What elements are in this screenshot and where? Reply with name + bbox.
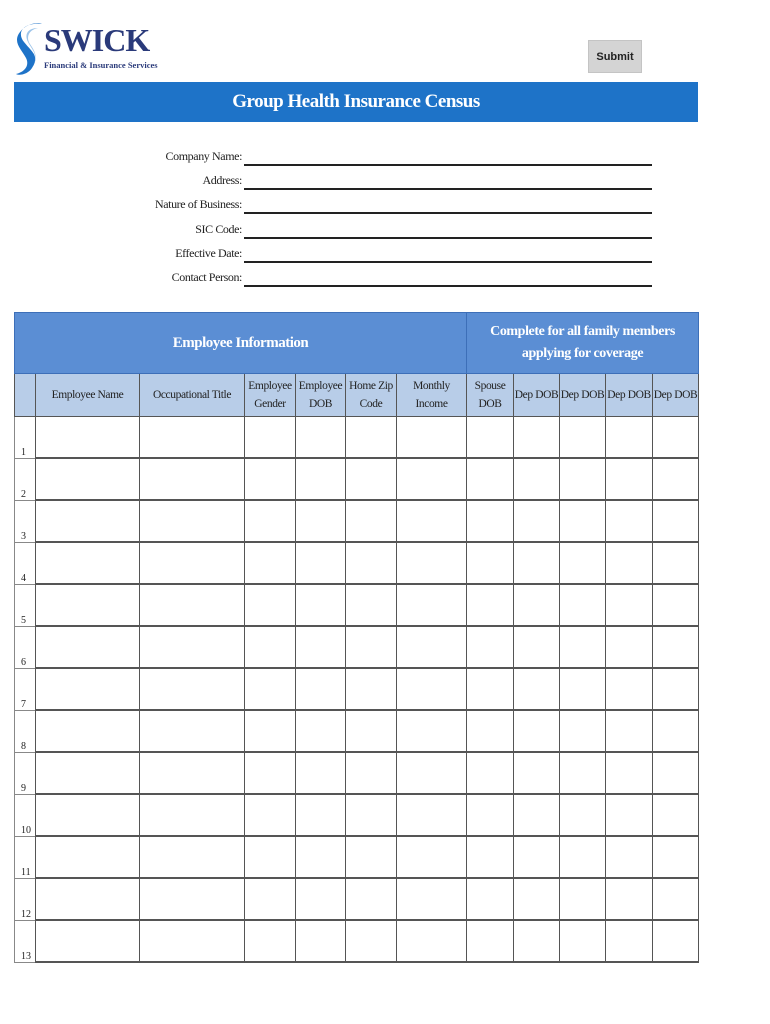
contact-person-field[interactable] — [244, 285, 652, 287]
table-cell[interactable] — [514, 584, 560, 626]
column-header-spouse-dob: Spouse DOB — [467, 374, 514, 417]
row-number: 7 — [15, 668, 36, 710]
table-cell[interactable] — [346, 794, 397, 836]
company-name-row — [100, 146, 652, 166]
table-cell[interactable] — [296, 668, 346, 710]
table-cell[interactable] — [245, 920, 296, 962]
table-cell[interactable] — [467, 794, 514, 836]
row-number: 13 — [15, 920, 36, 962]
table-cell[interactable] — [346, 626, 397, 668]
column-header-monthly-income: Monthly Income — [397, 374, 467, 417]
sic-code-row — [100, 219, 652, 239]
table-cell[interactable] — [514, 836, 560, 878]
table-cell[interactable] — [467, 836, 514, 878]
effective-date-field[interactable] — [244, 261, 652, 263]
table-cell[interactable] — [514, 542, 560, 584]
table-cell[interactable] — [397, 458, 467, 500]
effective-date-row — [100, 243, 652, 263]
table-row — [15, 542, 699, 584]
row-number: 2 — [15, 458, 36, 500]
row-number: 4 — [15, 542, 36, 584]
table-cell[interactable] — [296, 542, 346, 584]
table-cell[interactable] — [36, 417, 140, 459]
column-header-dep-dob-3: Dep DOB — [606, 374, 653, 417]
column-header-employee-gender: Employee Gender — [245, 374, 296, 417]
table-cell[interactable] — [140, 794, 245, 836]
table-cell[interactable] — [296, 417, 346, 459]
table-cell[interactable] — [606, 668, 653, 710]
table-row — [15, 626, 699, 668]
table-row — [15, 584, 699, 626]
table-row — [15, 794, 699, 836]
table-cell[interactable] — [467, 626, 514, 668]
table-cell[interactable] — [346, 752, 397, 794]
table-cell[interactable] — [140, 878, 245, 920]
table-cell[interactable] — [245, 458, 296, 500]
table-cell[interactable] — [653, 584, 699, 626]
table-cell[interactable] — [245, 710, 296, 752]
row-number: 6 — [15, 626, 36, 668]
contact-person-label: Contact Person: — [171, 270, 242, 284]
nature-of-business-field[interactable] — [244, 212, 652, 214]
table-cell[interactable] — [296, 458, 346, 500]
table-cell[interactable] — [653, 794, 699, 836]
table-cell[interactable] — [397, 920, 467, 962]
table-cell[interactable] — [346, 668, 397, 710]
table-cell[interactable] — [467, 500, 514, 542]
table-cell[interactable] — [346, 500, 397, 542]
table-cell[interactable] — [296, 626, 346, 668]
table-cell[interactable] — [606, 542, 653, 584]
table-cell[interactable] — [140, 417, 245, 459]
table-cell[interactable] — [36, 668, 140, 710]
table-cell[interactable] — [653, 626, 699, 668]
nature-of-business-row — [100, 194, 652, 214]
row-number: 3 — [15, 500, 36, 542]
table-cell[interactable] — [346, 458, 397, 500]
company-name-field[interactable] — [244, 164, 652, 166]
table-cell[interactable] — [606, 626, 653, 668]
table-cell[interactable] — [36, 584, 140, 626]
table-row — [15, 836, 699, 878]
table-cell[interactable] — [296, 500, 346, 542]
table-cell[interactable] — [245, 794, 296, 836]
table-cell[interactable] — [140, 584, 245, 626]
table-cell[interactable] — [397, 542, 467, 584]
row-number: 9 — [15, 752, 36, 794]
table-cell[interactable] — [514, 417, 560, 459]
title-bar — [14, 82, 698, 122]
table-row — [15, 710, 699, 752]
row-number: 11 — [15, 836, 36, 878]
table-cell[interactable] — [606, 920, 653, 962]
census-rows — [15, 417, 699, 963]
table-cell[interactable] — [36, 878, 140, 920]
table-cell[interactable] — [245, 417, 296, 459]
table-cell[interactable] — [140, 668, 245, 710]
table-cell[interactable] — [140, 836, 245, 878]
column-header-occupational-title: Occupational Title — [140, 374, 245, 417]
table-cell[interactable] — [245, 542, 296, 584]
column-header-dep-dob-1: Dep DOB — [514, 374, 560, 417]
table-cell[interactable] — [245, 668, 296, 710]
table-cell[interactable] — [140, 920, 245, 962]
table-cell[interactable] — [346, 584, 397, 626]
table-cell[interactable] — [397, 668, 467, 710]
table-cell[interactable] — [397, 794, 467, 836]
table-cell[interactable] — [346, 710, 397, 752]
table-cell[interactable] — [560, 836, 606, 878]
submit-button[interactable]: Submit — [588, 40, 642, 73]
row-number: 10 — [15, 794, 36, 836]
table-cell[interactable] — [514, 626, 560, 668]
table-cell[interactable] — [36, 542, 140, 584]
table-cell[interactable] — [346, 920, 397, 962]
employee-information-header: Employee Information — [15, 313, 467, 374]
address-field[interactable] — [244, 188, 652, 190]
census-table — [14, 312, 698, 963]
table-cell[interactable] — [653, 836, 699, 878]
table-cell[interactable] — [606, 878, 653, 920]
table-row — [15, 500, 699, 542]
sic-code-field[interactable] — [244, 237, 652, 239]
table-cell[interactable] — [560, 668, 606, 710]
table-cell[interactable] — [467, 920, 514, 962]
table-cell[interactable] — [467, 752, 514, 794]
column-header-dep-dob-4: Dep DOB — [653, 374, 699, 417]
table-cell[interactable] — [346, 542, 397, 584]
table-row — [15, 458, 699, 500]
table-cell[interactable] — [653, 500, 699, 542]
logo-wordmark: SWICK — [44, 22, 150, 58]
table-cell[interactable] — [346, 417, 397, 459]
table-cell[interactable] — [560, 794, 606, 836]
table-cell[interactable] — [514, 668, 560, 710]
table-cell[interactable] — [36, 458, 140, 500]
row-number: 5 — [15, 584, 36, 626]
table-row — [15, 878, 699, 920]
table-cell[interactable] — [467, 542, 514, 584]
column-header-home-zip-code: Home Zip Code — [346, 374, 397, 417]
table-cell[interactable] — [296, 794, 346, 836]
table-cell[interactable] — [140, 542, 245, 584]
table-cell[interactable] — [397, 878, 467, 920]
table-cell[interactable] — [36, 794, 140, 836]
table-cell[interactable] — [296, 752, 346, 794]
table-row — [15, 668, 699, 710]
table-cell[interactable] — [245, 836, 296, 878]
table-cell[interactable] — [296, 920, 346, 962]
table-cell[interactable] — [560, 584, 606, 626]
table-cell[interactable] — [36, 710, 140, 752]
table-cell[interactable] — [514, 500, 560, 542]
nature-of-business-label: Nature of Business: — [154, 197, 242, 211]
column-header-employee-dob: Employee DOB — [296, 374, 346, 417]
table-cell[interactable] — [653, 878, 699, 920]
table-cell[interactable] — [245, 500, 296, 542]
effective-date-label: Effective Date: — [175, 246, 242, 260]
table-cell[interactable] — [514, 920, 560, 962]
table-cell[interactable] — [560, 752, 606, 794]
column-header-dep-dob-2: Dep DOB — [560, 374, 606, 417]
table-cell[interactable] — [140, 458, 245, 500]
table-cell[interactable] — [514, 794, 560, 836]
table-cell[interactable] — [245, 878, 296, 920]
row-number-header — [15, 374, 36, 417]
table-cell[interactable] — [245, 752, 296, 794]
table-cell[interactable] — [560, 500, 606, 542]
table-cell[interactable] — [606, 710, 653, 752]
table-cell[interactable] — [653, 710, 699, 752]
table-row — [15, 920, 699, 962]
table-cell[interactable] — [397, 584, 467, 626]
table-cell[interactable] — [467, 458, 514, 500]
table-cell[interactable] — [653, 542, 699, 584]
table-cell[interactable] — [467, 584, 514, 626]
table-cell[interactable] — [36, 752, 140, 794]
table-cell[interactable] — [467, 710, 514, 752]
table-cell[interactable] — [653, 752, 699, 794]
table-cell[interactable] — [140, 710, 245, 752]
table-cell[interactable] — [606, 500, 653, 542]
sic-code-label: SIC Code: — [195, 222, 242, 236]
table-cell[interactable] — [296, 584, 346, 626]
table-cell[interactable] — [514, 752, 560, 794]
table-cell[interactable] — [514, 710, 560, 752]
row-number: 1 — [15, 417, 36, 459]
table-cell[interactable] — [346, 878, 397, 920]
table-cell[interactable] — [467, 878, 514, 920]
table-cell[interactable] — [245, 626, 296, 668]
table-cell[interactable] — [606, 458, 653, 500]
table-cell[interactable] — [140, 500, 245, 542]
table-cell[interactable] — [36, 626, 140, 668]
table-cell[interactable] — [606, 584, 653, 626]
table-cell[interactable] — [397, 626, 467, 668]
table-cell[interactable] — [36, 920, 140, 962]
table-cell[interactable] — [560, 626, 606, 668]
family-coverage-header: Complete for all family members applying for coverage — [467, 313, 699, 374]
table-cell[interactable] — [606, 752, 653, 794]
table-cell[interactable] — [653, 920, 699, 962]
table-cell[interactable] — [346, 836, 397, 878]
table-cell[interactable] — [560, 458, 606, 500]
contact-person-row — [100, 267, 652, 287]
column-header-employee-name: Employee Name — [36, 374, 140, 417]
table-cell[interactable] — [560, 710, 606, 752]
table-cell[interactable] — [467, 668, 514, 710]
logo-subtitle: Financial & Insurance Services — [44, 60, 158, 70]
table-cell[interactable] — [653, 458, 699, 500]
page-title: Group Health Insurance Census — [232, 91, 480, 112]
table-cell[interactable] — [606, 836, 653, 878]
table-cell[interactable] — [397, 710, 467, 752]
table-cell[interactable] — [140, 752, 245, 794]
table-cell[interactable] — [514, 878, 560, 920]
table-cell[interactable] — [560, 417, 606, 459]
table-cell[interactable] — [245, 584, 296, 626]
table-cell[interactable] — [397, 417, 467, 459]
row-number: 8 — [15, 710, 36, 752]
table-cell[interactable] — [606, 417, 653, 459]
table-cell[interactable] — [36, 836, 140, 878]
table-cell[interactable] — [36, 500, 140, 542]
company-name-label: Company Name: — [165, 149, 242, 163]
company-logo — [14, 20, 158, 78]
row-number: 12 — [15, 878, 36, 920]
table-row — [15, 417, 699, 459]
table-cell[interactable] — [397, 752, 467, 794]
table-cell[interactable] — [397, 500, 467, 542]
table-cell[interactable] — [467, 417, 514, 459]
table-cell[interactable] — [296, 878, 346, 920]
table-cell[interactable] — [653, 668, 699, 710]
table-cell[interactable] — [560, 878, 606, 920]
table-cell[interactable] — [560, 542, 606, 584]
table-cell[interactable] — [606, 794, 653, 836]
table-cell[interactable] — [140, 626, 245, 668]
table-row — [15, 752, 699, 794]
table-cell[interactable] — [560, 920, 606, 962]
logo-swoosh-icon — [14, 20, 46, 78]
table-cell[interactable] — [296, 710, 346, 752]
table-cell[interactable] — [296, 836, 346, 878]
address-label: Address: — [202, 173, 242, 187]
table-cell[interactable] — [397, 836, 467, 878]
table-cell[interactable] — [653, 417, 699, 459]
address-row — [100, 170, 652, 190]
table-cell[interactable] — [514, 458, 560, 500]
